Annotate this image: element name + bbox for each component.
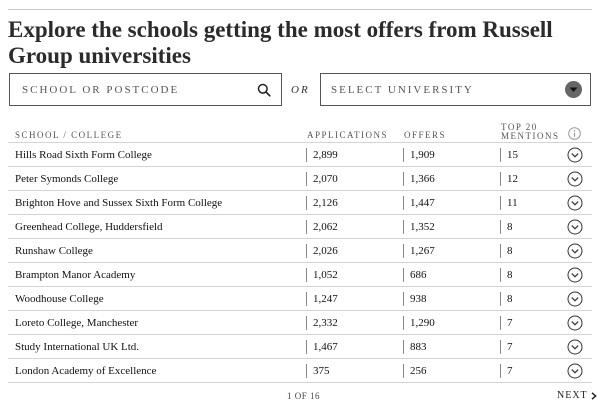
chevron-down-circle-icon[interactable] [567, 339, 583, 355]
school-name: Greenhead College, Huddersfield [15, 221, 163, 233]
offers-value: 686 [403, 268, 427, 282]
school-name: Woodhouse College [15, 293, 104, 305]
offers-value: 1,447 [403, 196, 435, 210]
applications-value: 375 [306, 364, 330, 378]
school-name: Loreto College, Manchester [15, 317, 139, 329]
mentions-value: 8 [500, 268, 513, 282]
chevron-right-icon [591, 392, 597, 400]
chevron-down-circle-icon[interactable] [567, 363, 583, 379]
school-name: London Academy of Excellence [15, 365, 157, 377]
offers-value: 883 [403, 340, 427, 354]
mentions-value: 8 [500, 292, 513, 306]
table-bottom-divider [8, 382, 592, 383]
chevron-down-circle-icon[interactable] [567, 147, 583, 163]
or-label: OR [291, 84, 310, 96]
chevron-down-icon[interactable] [565, 81, 582, 98]
column-header-school: SCHOOL / COLLEGE [15, 130, 123, 140]
info-icon[interactable] [568, 127, 581, 140]
chevron-down-circle-icon[interactable] [567, 219, 583, 235]
university-select[interactable] [320, 73, 591, 106]
table-row[interactable] [8, 166, 592, 190]
chevron-down-circle-icon[interactable] [567, 267, 583, 283]
table-row[interactable] [8, 214, 592, 238]
school-name: Runshaw College [15, 245, 93, 257]
table-row[interactable] [8, 334, 592, 358]
applications-value: 2,126 [306, 196, 338, 210]
applications-value: 2,026 [306, 244, 338, 258]
applications-value: 2,332 [306, 316, 338, 330]
chevron-down-circle-icon[interactable] [567, 195, 583, 211]
offers-value: 1,909 [403, 148, 435, 162]
column-header-top20-line1: TOP 20 [501, 122, 538, 132]
applications-value: 2,070 [306, 172, 338, 186]
applications-value: 1,247 [306, 292, 338, 306]
chevron-down-circle-icon[interactable] [567, 171, 583, 187]
university-select-value: SELECT UNIVERSITY [331, 84, 474, 96]
offers-value: 1,352 [403, 220, 435, 234]
school-name: Peter Symonds College [15, 173, 119, 185]
school-name: Brighton Hove and Sussex Sixth Form College [15, 197, 223, 209]
offers-value: 256 [403, 364, 427, 378]
mentions-value: 12 [500, 172, 518, 186]
table-row[interactable] [8, 286, 592, 310]
school-name: Hills Road Sixth Form College [15, 149, 152, 161]
column-header-top20-line2: MENTIONS [501, 131, 560, 141]
chevron-down-circle-icon[interactable] [567, 291, 583, 307]
mentions-value: 7 [500, 316, 513, 330]
top-divider [8, 9, 592, 10]
page-title: Explore the schools getting the most offers from Russell Group universities [8, 17, 553, 68]
applications-value: 2,062 [306, 220, 338, 234]
mentions-value: 7 [500, 340, 513, 354]
column-header-offers: OFFERS [404, 130, 447, 140]
offers-value: 938 [403, 292, 427, 306]
offers-value: 1,290 [403, 316, 435, 330]
next-page-button[interactable] [557, 390, 597, 401]
search-icon[interactable] [257, 83, 271, 97]
table-row[interactable] [8, 142, 592, 166]
applications-value: 1,052 [306, 268, 338, 282]
table-row[interactable] [8, 190, 592, 214]
school-name: Study International UK Ltd. [15, 341, 140, 353]
mentions-value: 15 [500, 148, 518, 162]
pagination-status: 1 OF 16 [287, 391, 321, 401]
next-page-label: NEXT [557, 390, 588, 401]
mentions-value: 7 [500, 364, 513, 378]
applications-value: 2,899 [306, 148, 338, 162]
table-row[interactable] [8, 358, 592, 382]
chevron-down-circle-icon[interactable] [567, 315, 583, 331]
table-row[interactable] [8, 310, 592, 334]
mentions-value: 8 [500, 220, 513, 234]
table-row[interactable] [8, 262, 592, 286]
applications-value: 1,467 [306, 340, 338, 354]
mentions-value: 11 [500, 196, 518, 210]
offers-value: 1,366 [403, 172, 435, 186]
mentions-value: 8 [500, 244, 513, 258]
school-search-input[interactable] [10, 74, 240, 105]
chevron-down-circle-icon[interactable] [567, 243, 583, 259]
offers-value: 1,267 [403, 244, 435, 258]
school-search-box[interactable] [9, 73, 282, 106]
school-name: Brampton Manor Academy [15, 269, 136, 281]
column-header-applications: APPLICATIONS [307, 130, 389, 140]
table-row[interactable] [8, 238, 592, 262]
